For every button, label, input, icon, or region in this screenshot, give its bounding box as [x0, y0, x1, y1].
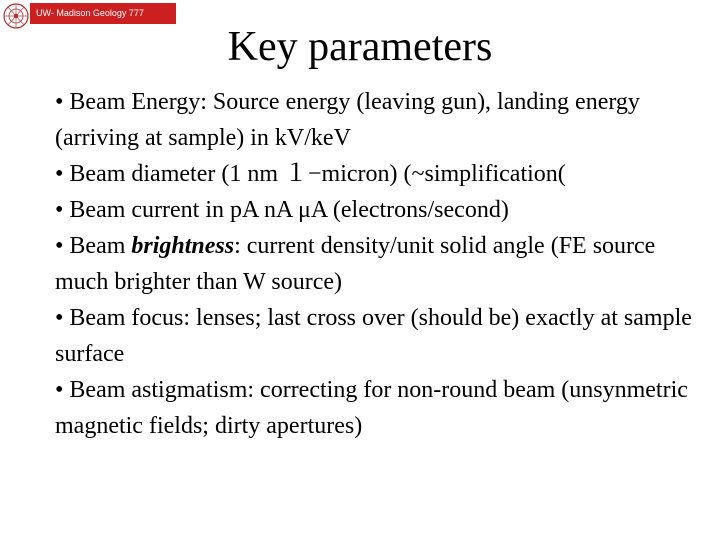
- bullet-list: [55, 84, 695, 444]
- emphasized-term: brightness: [131, 233, 235, 259]
- slide-title: [0, 22, 720, 72]
- bullet-item: [55, 192, 695, 228]
- bullet-text: • Beam current in pA nA μA (electrons/second): [55, 197, 509, 223]
- bullet-item: [55, 372, 695, 444]
- bullet-text: : current density/unit solid angle (FE source much brighter than W source): [55, 233, 656, 295]
- course-banner: UW- Madison Geology 777: [30, 3, 176, 24]
- bullet-text: • Beam: [55, 233, 132, 259]
- bullet-text: • Beam focus: lenses; last cross over (should be) exactly at sample surface: [55, 305, 692, 367]
- bullet-text: • Beam astigmatism: correcting for non-round beam (unsynmetric magnetic fields; dirty apertures): [55, 377, 688, 439]
- slide-title-text: Key parameters: [227, 24, 493, 70]
- bullet-text: • Beam Energy: Source energy (leaving gun), landing energy (arriving at sample) in kV/keV: [55, 89, 640, 151]
- bullet-item: [55, 156, 695, 192]
- bullet-item: [55, 228, 695, 300]
- bullet-item: [55, 84, 695, 156]
- bullet-item: [55, 300, 695, 372]
- bullet-text: • Beam diameter (1 nm １−micron) (~simplification(: [55, 161, 566, 187]
